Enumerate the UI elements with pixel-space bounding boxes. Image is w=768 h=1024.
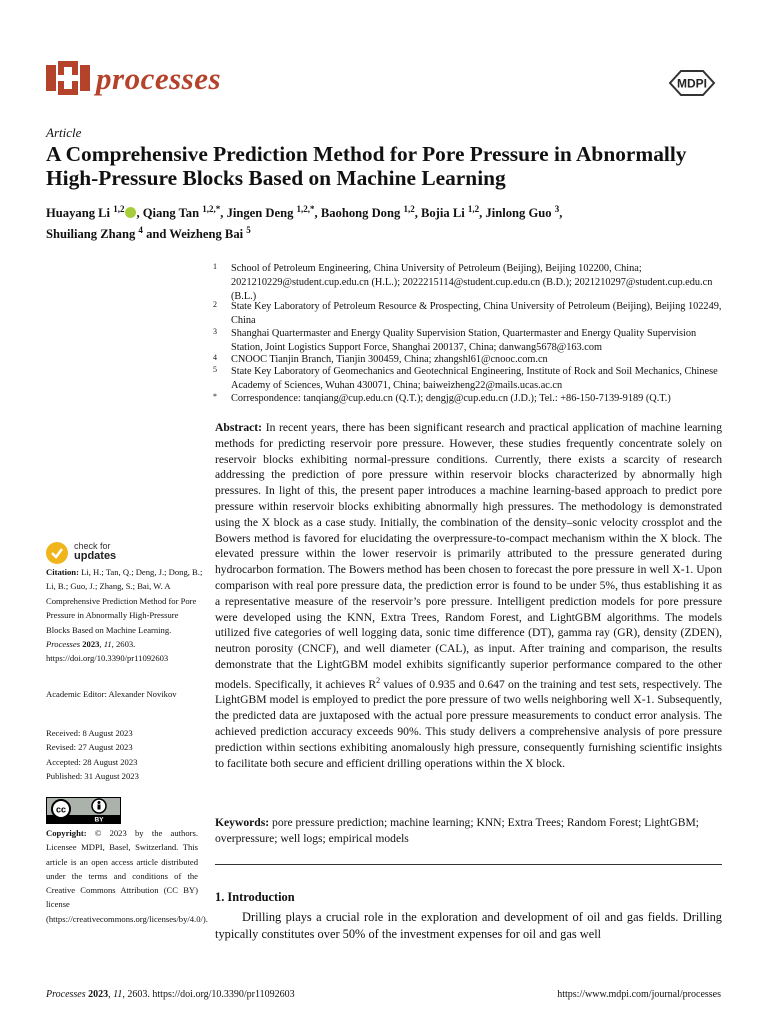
affiliation-3: 3 Shanghai Quartermaster and Energy Quality Supervision Station, Quartermaster and Energy Quality Supervision Station, Joint Logistics Support Force, Shanghai 200137, China; danwang5678@163.com [213, 327, 697, 353]
keywords [215, 815, 722, 847]
check-updates-label: check for [74, 541, 111, 551]
author-affil: 1,2 [403, 204, 415, 214]
citation-journal: Processes [46, 639, 81, 650]
accepted-date: Accepted: 28 August 2023 [46, 757, 138, 767]
author-affil: 1,2 [113, 204, 125, 214]
author-name[interactable]: Jingen Deng [226, 206, 294, 221]
author-affil: 3 [554, 204, 560, 214]
author-name[interactable]: Bojia Li [420, 206, 465, 221]
correspondence: * Correspondence: tanqiang@cup.edu.cn (Q.T.); dengjg@cup.edu.cn (J.D.); Tel.: +86-150-7139-9189 (Q.T.) [213, 392, 671, 404]
paper-title: A Comprehensive Prediction Method for Pore Pressure in Abnormally High-Pressure Blocks Based on Machine Learning [46, 142, 687, 190]
check-updates-icon [46, 542, 68, 564]
orcid-icon[interactable] [125, 207, 136, 218]
article-type: Article [46, 125, 82, 140]
intro-paragraph [215, 909, 722, 942]
mdpi-logo-icon [667, 68, 717, 98]
abstract-text-cont: values of 0.935 and 0.647 on the training and test sets, respectively. The LightGBM model is employed to predict the pore pressure of two wells neighboring well X-1. Subsequently, the predicted data are juxtaposed with the actual pore pressure measurements to conduct error analysis. The achieved prediction accuracy exceeds 90%. This study delivers a comprehensive analysis of pore pressure prediction within sections exhibiting anomalously high pressure, consequently furnishing scientific insights to facilitate both secure and efficient drilling operations within the X block. [215, 677, 722, 770]
abstract-sup: 2 [376, 675, 381, 685]
citation-text: Li, H.; Tan, Q.; Deng, J.; Dong, B.; Li, B.; Guo, J.; Zhang, S.; Bai, W. A Comprehensive Prediction Method for Pore Pressure in Abnormally High-Pressure Blocks Based on Machine Learning. [46, 567, 203, 635]
affiliation-5: 5 State Key Laboratory of Geomechanics and Geotechnical Engineering, Institute of Rock and Soil Mechanics, Chinese Academy of Sciences, Wuhan 430071, China; baiweizheng22@mails.ucas.ac.cn [213, 365, 718, 391]
author-affil: 4 [138, 225, 143, 236]
published-date: Published: 31 August 2023 [46, 771, 139, 781]
author-name[interactable]: Huayang Li [46, 206, 111, 221]
citation-volume: 11 [103, 639, 112, 650]
copyright-notice [46, 826, 208, 926]
svg-text:cc: cc [55, 804, 67, 815]
cc-by-license-badge[interactable] [46, 797, 121, 824]
copyright-text: © 2023 by the authors. Licensee MDPI, Basel, Switzerland. This article is an open access article distributed under the terms and conditions of the Creative Commons Attribution (CC BY) license (https://creativecommons.org/licenses/by/4.0/). [46, 828, 208, 924]
author-name[interactable]: Jinlong Guo [485, 206, 552, 221]
author-affil: 1,2,* [296, 204, 315, 214]
check-for-updates-button[interactable] [46, 540, 136, 568]
author-name[interactable]: Shuiliang Zhang [46, 227, 136, 242]
abstract-label: Abstract: [215, 421, 263, 434]
received-date: Received: 8 August 2023 [46, 728, 133, 738]
citation: Citation: Li, H.; Tan, Q.; Deng, J.; Dong, B.; Li, B.; Guo, J.; Zhang, S.; Bai, W. A Comprehensive Prediction Method for Pore Pressure in Abnormally High-Pressure Blocks Based on Machine Learning. Processes 2023, 11, 2603. https://doi.org/10.3390/pr11092603 [46, 567, 203, 664]
author-list: Huayang Li $^{1,2}$ , Qiang Tan $^{1,2,*}$, Jingen Deng $^{1,2,*}$, Baohong Dong $^{1,2}$, Bojia Li $^{1,2}$, Jinlong Guo $^3$, Shuiliang Zhang $^4$ and Weizheng Bai $^5$ [46, 204, 563, 242]
divider [215, 864, 722, 865]
author-affil: 1,2,* [202, 204, 221, 214]
copyright-label: Copyright: [46, 828, 87, 838]
author-name[interactable]: Qiang Tan [142, 206, 200, 221]
processes-logo-icon [46, 61, 90, 95]
citation-label: Citation: [46, 567, 79, 577]
abstract-text: In recent years, there has been significant research and practical application of machine learning methods for predicting reservoir pore pressure. However, these studies frequently concentrate solely on reservoir blocks exhibiting normal-pressure conditions. Currently, there exists a scarcity of research addressing the prediction of pore pressure within reservoir blocks characterized by abnormally high pressures. In light of this, the present paper introduces a machine learning-based approach to predict pore pressure within reservoir blocks exhibiting abnormally high pressures. The methodology is demonstrated using the X block as a case study. Initially, the combination of the density–sonic velocity crossplot and the Bowers method is favored for elucidating the overpressure-to-compact mechanism within the X block. The elevated pressure within the lower reservoir is primarily attributed to the pressure generated during hydrocarbon formation. The Bowers method has been chosen to forecast the pore pressure in well X-1. Upon comparison with real pore pressure data, the prediction error is found to be under 5%, thus establishing it as a representative measure of the reservoir’s pore pressure. Intelligent prediction models for pore pressure were developed using the KNN, Extra Trees, Random Forest, and LightGBM algorithms. The models utilized five categories of well logging data, sonic time difference (DT), gamma ray (GR), density (ZDEN), neutron porosity (CNCF), and well diameter (CAL), as input. After training and comparison, the results demonstrate that the LightGBM model exhibits significantly superior performance compared to the other models. Specifically, it achieves R [215, 421, 722, 691]
cc-by-label: BY [94, 816, 104, 823]
section-heading: 1. Introduction [215, 890, 295, 904]
abstract [215, 420, 722, 771]
intro-text: Drilling plays a crucial role in the exploration and development of oil and gas fields. Drilling typically constitutes over 50% of the investment expenses for oil and gas well [215, 910, 722, 941]
affiliation-4: 4 CNOOC Tianjin Branch, Tianjin 300459, China; zhangshl61@cnooc.com.cn [213, 353, 548, 365]
author-name[interactable]: Baohong Dong [320, 206, 401, 221]
journal-name: processes [96, 61, 222, 96]
affiliation-2: 2 State Key Laboratory of Petroleum Resource & Prospecting, China University of Petroleum (Beijing), Beijing 102249, China [213, 300, 722, 326]
keywords-text: pore pressure prediction; machine learning; KNN; Extra Trees; Random Forest; LightGBM; overpressure; well logs; empirical models [215, 816, 699, 845]
check-updates-label-bold: updates [74, 550, 117, 562]
revised-date: Revised: 27 August 2023 [46, 742, 133, 752]
author-affil: 5 [246, 225, 251, 236]
keywords-label: Keywords: [215, 816, 270, 829]
publisher-name: MDPI [677, 76, 707, 91]
footer-citation: Processes 2023, 11, 2603. https://doi.org/10.3390/pr11092603 [46, 989, 295, 1000]
journal-url-link[interactable]: https://www.mdpi.com/journal/processes [557, 989, 721, 1000]
academic-editor: Academic Editor: Alexander Novikov [46, 689, 177, 699]
citation-doi[interactable]: , 2603. https://doi.org/10.3390/pr11092603 [46, 639, 169, 664]
author-name[interactable]: Weizheng Bai [169, 227, 244, 242]
author-affil: 1,2 [467, 204, 480, 214]
citation-year: 2023 [82, 639, 100, 650]
affiliation-1: 1 School of Petroleum Engineering, China University of Petroleum (Beijing), Beijing 102200, China; 2021210229@student.cup.edu.cn (H.L.); 2022215114@student.cup.edu.cn (B.D.); 2021210297@student.cup.edu.cn (B.L.) [213, 262, 713, 302]
